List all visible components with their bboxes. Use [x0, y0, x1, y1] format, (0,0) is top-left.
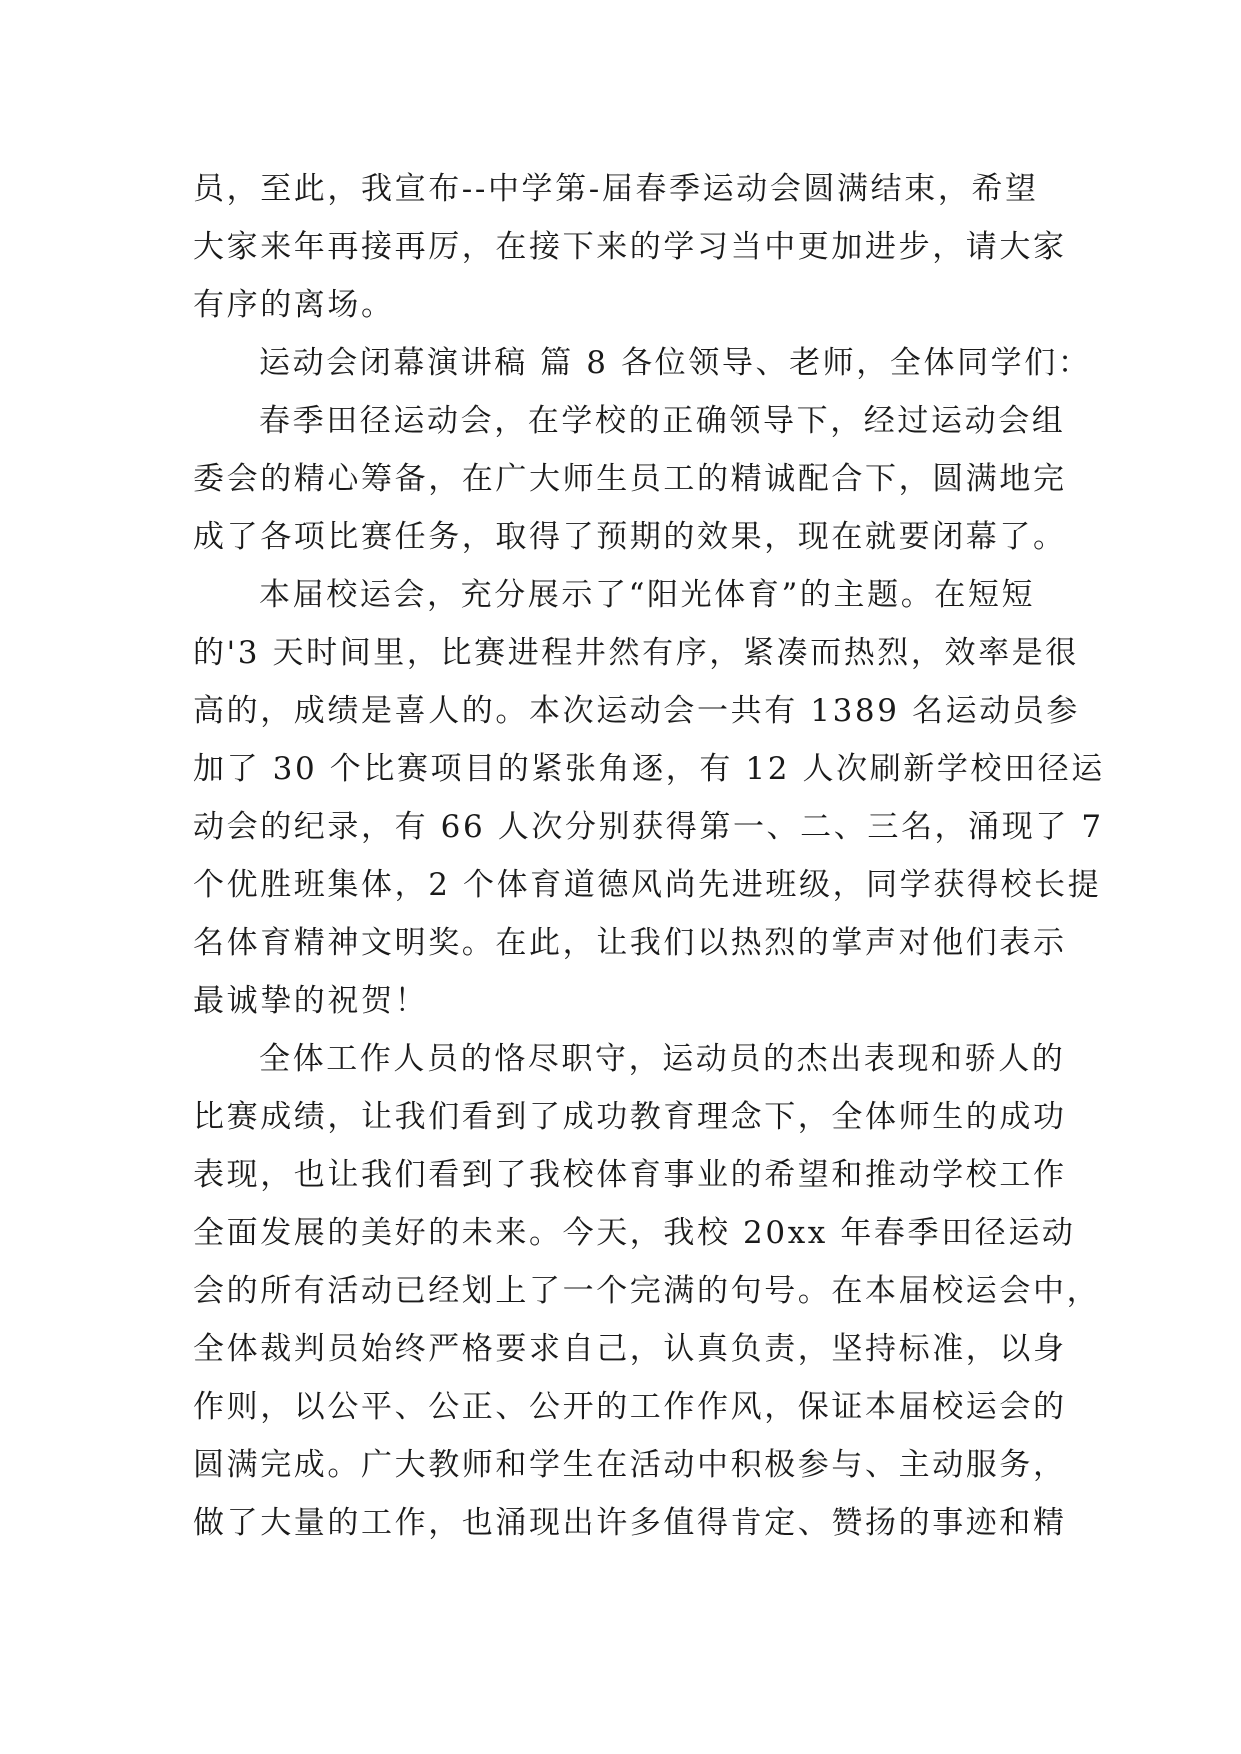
text-line: 委会的精心筹备，在广大师生员工的精诚配合下，圆满地完	[193, 461, 1067, 497]
text-line: 有序的离场。	[193, 287, 395, 323]
text-line: 比赛成绩，让我们看到了成功教育理念下，全体师生的成功	[193, 1099, 1067, 1135]
text-line: 圆满完成。广大教师和学生在活动中积极参与、主动服务，	[193, 1447, 1067, 1483]
text-line: 高的，成绩是喜人的。本次运动会一共有 1389 名运动员参	[193, 693, 1080, 729]
text-line: 加了 30 个比赛项目的紧张角逐，有 12 人次刷新学校田径运	[193, 751, 1105, 787]
text-line: 的'3 天时间里，比赛进程井然有序，紧凑而热烈，效率是很	[193, 635, 1079, 671]
text-line: 春季田径运动会，在学校的正确领导下，经过运动会组	[259, 403, 1066, 439]
document-body	[193, 160, 1105, 1552]
text-line: 名体育精神文明奖。在此，让我们以热烈的掌声对他们表示	[193, 925, 1067, 961]
text-line: 本届校运会，充分展示了“阳光体育”的主题。在短短	[259, 577, 1036, 613]
text-line: 会的所有活动已经划上了一个完满的句号。在本届校运会中，	[193, 1273, 1101, 1309]
text-line: 全体工作人员的恪尽职守，运动员的杰出表现和骄人的	[259, 1041, 1066, 1077]
text-line: 成了各项比赛任务，取得了预期的效果，现在就要闭幕了。	[193, 519, 1067, 555]
text-line: 员，至此，我宣布--中学第-届春季运动会圆满结束，希望	[193, 171, 1039, 207]
text-line: 表现，也让我们看到了我校体育事业的希望和推动学校工作	[193, 1157, 1067, 1193]
text-line: 作则，以公平、公正、公开的工作作风，保证本届校运会的	[193, 1389, 1067, 1425]
text-line: 全面发展的美好的未来。今天，我校 20xx 年春季田径运动	[193, 1215, 1076, 1251]
section-heading-line: 运动会闭幕演讲稿 篇 8 各位领导、老师，全体同学们：	[259, 345, 1092, 381]
text-line: 做了大量的工作，也涌现出许多值得肯定、赞扬的事迹和精	[193, 1505, 1067, 1541]
text-line: 最诚挚的祝贺！	[193, 983, 429, 1019]
text-line: 动会的纪录，有 66 人次分别获得第一、二、三名，涌现了 7	[193, 809, 1104, 845]
text-line: 全体裁判员始终严格要求自己，认真负责，坚持标准，以身	[193, 1331, 1067, 1367]
text-line: 大家来年再接再厉，在接下来的学习当中更加进步，请大家	[193, 229, 1067, 265]
text-line: 个优胜班集体，2 个体育道德风尚先进班级，同学获得校长提	[193, 867, 1102, 903]
